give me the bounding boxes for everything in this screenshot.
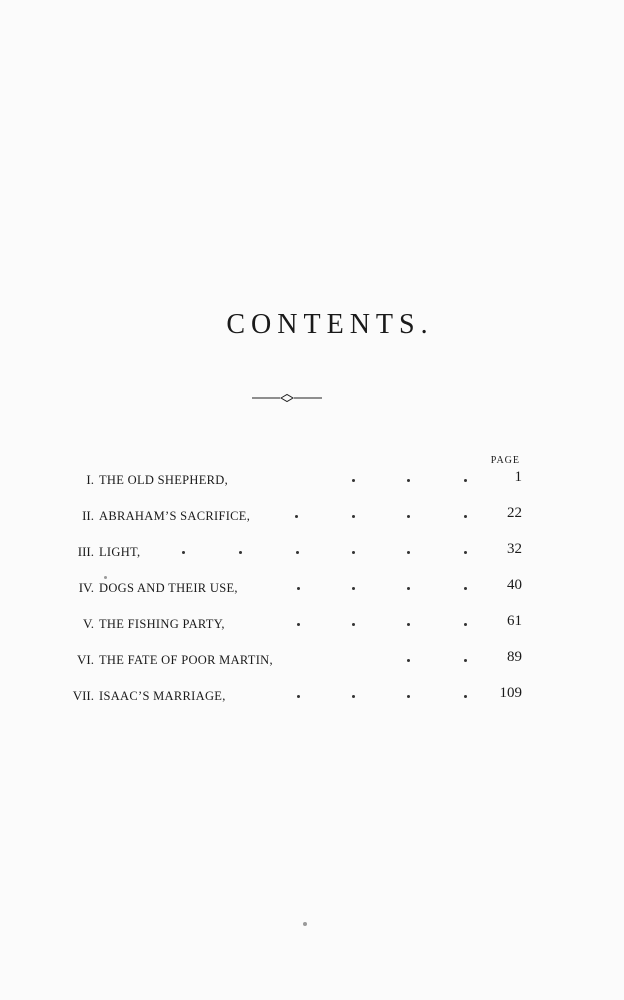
chapter-page-number: 61: [507, 613, 522, 629]
chapter-title: ABRAHAM’S SACRIFICE,: [99, 509, 251, 523]
dot-leader: [170, 576, 470, 600]
chapter-number: V.: [83, 616, 94, 631]
chapter-number: II.: [82, 508, 94, 523]
chapter-title: THE OLD SHEPHERD,: [99, 473, 229, 487]
dot-leader: [170, 648, 470, 672]
chapter-title: LIGHT,: [99, 545, 141, 559]
chapter-number: IV.: [78, 580, 94, 595]
toc-row: [0, 576, 624, 612]
chapter-page-number: 40: [507, 577, 522, 593]
chapter-number: I.: [86, 472, 94, 487]
chapter-page-number: 1: [514, 469, 522, 485]
chapter-number: VI.: [77, 652, 94, 667]
chapter-title: THE FATE OF POOR MARTIN,: [99, 653, 273, 667]
page-title: CONTENTS.: [226, 309, 434, 340]
chapter-title: DOGS AND THEIR USE,: [99, 581, 238, 595]
toc-row: [0, 540, 624, 576]
dot-leader: [170, 612, 470, 636]
page-column-header: PAGE: [490, 455, 520, 466]
chapter-page-number: 109: [499, 685, 522, 701]
toc-row: [0, 684, 624, 720]
dot-leader: [170, 540, 470, 564]
toc-row: [0, 504, 624, 540]
chapter-number: VII.: [72, 688, 94, 703]
paper-speck: [104, 576, 107, 579]
chapter-page-number: 22: [507, 505, 522, 521]
chapter-number: III.: [77, 544, 94, 559]
paper-speck: [303, 922, 307, 926]
table-of-contents: [0, 468, 624, 720]
dot-leader: [170, 684, 470, 708]
dot-leader: [170, 468, 470, 492]
toc-row: [0, 612, 624, 648]
ornament-divider: [252, 392, 322, 404]
chapter-page-number: 32: [507, 541, 522, 557]
toc-row: [0, 648, 624, 684]
toc-row: [0, 468, 624, 504]
chapter-title: THE FISHING PARTY,: [99, 617, 225, 631]
chapter-page-number: 89: [507, 649, 522, 665]
chapter-title: ISAAC’S MARRIAGE,: [99, 689, 226, 703]
dot-leader: [170, 504, 470, 528]
